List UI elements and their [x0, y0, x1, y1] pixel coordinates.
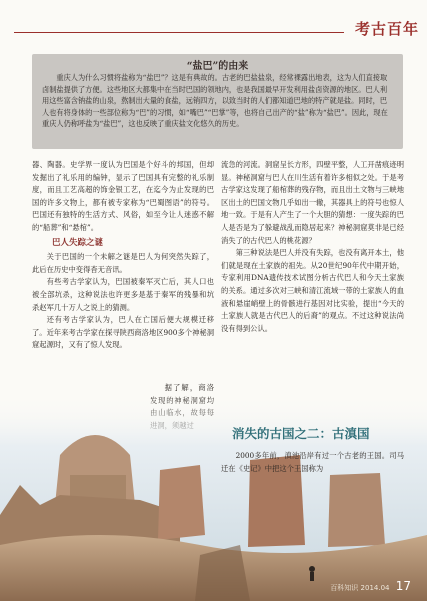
left-paragraph: 有些考古学家认为，巴国被秦军灭亡后，其人口也被全部坑杀，这种说法也许更多是基于秦军的残暴和坑杀赵军几十万人之说上的猜测。	[32, 277, 214, 312]
left-paragraph: 关于巴国的一个未解之谜是巴人为何突然失踪了，此后在历史中变得杳无音讯。	[32, 252, 214, 274]
sidebar-paragraph: 重庆人为什么习惯将盐称为“盐巴”？这是有典故的。古老的巴盐盐泉，经常裸露出地表，这为人们直接取卤制盐提供了方便。这些地区大都集中在当时巴国的领地内，也是我国最早开发利用盐卤资源的地区。巴人利用这些富含钠盐的山泉，熬制出大量的食盐，远销四方，以致当时的人们都知道巴地的特产就是盐。同时，巴人也有将身体的一些部位称为“巴”的习惯，如“嘴巴”“巴掌”等，也将自己出产的“盐”称为“盐巴”。因此，现在重庆人仍称呼盐为“盐巴”，这也反映了重庆盐文化悠久的历史。	[42, 73, 388, 129]
left-column	[32, 159, 214, 352]
page-number: 17	[395, 579, 411, 593]
sidebar-box	[32, 54, 403, 149]
wrap-paragraph: 据了解，商洛	[164, 383, 214, 392]
left-paragraph: 还有考古学家认为，巴人在亡国后便大规模迁移了。近年来考古学家在探寻陕西商洛地区900多个神秘洞窟起源时，又有了惊人发现。	[32, 315, 214, 350]
subsection-title: 巴人失踪之谜	[52, 237, 104, 248]
magazine-name: 百科知识 2014.04	[330, 584, 390, 592]
folio	[330, 579, 411, 593]
header-rule	[14, 32, 344, 33]
right-column-continued	[221, 450, 404, 475]
left-paragraph: 器、陶器。史学界一度认为巴国是个好斗的邦国，但却发掘出了礼乐用的编钟，显示了巴国具有完整的礼乐制度，而且工艺高超的饰金银工艺，在迄今为止发现的巴国的许多文物上，都有被专家称为“巴蜀图语”的符号。巴国还有独特的生活方式、风俗，如至今让人迷惑不解的“船葬”和“悬棺”。	[32, 160, 214, 232]
right-paragraph: 流急的河流。洞窟呈长方形，四壁平整，人工开凿痕迹明显。神秘洞窟与巴人在川生活有着许多相似之处。于是考古学家这发现了船棺葬的残存物，而且出土文物与三峡地区出土的巴国文物几乎如出一辙，其器具上的符号也惊人地一致。于是有人产生了一个大胆的猜想：一度失踪的巴人是否是为了躲避战乱而隐居起来？神秘洞窟莫非是已经消失了的古代巴人的桃花源？	[221, 160, 404, 245]
sidebar-body	[42, 72, 394, 130]
section-title: 消失的古国之二：古滇国	[232, 426, 370, 441]
right-column	[221, 159, 404, 335]
page-header	[0, 0, 427, 50]
column-logo: 考古百年	[354, 20, 419, 38]
sidebar-title: “盐巴”的由来	[186, 61, 249, 72]
right-paragraph: 第三种说法是巴人并没有失踪，也没有离开本土，他们就是现在土家族的祖先。从20世纪90年代中期开始，专家利用DNA遗传技术试图分析古代巴人和今天土家族的关系。通过多次对三峡和清江流域一带的土家族人的血液和悬崖峭壁上的骨骸进行基因对比实验，提出“今天的土家族人就是古代巴人的后裔”的观点。不过这种说法尚没有得到公认。	[221, 248, 404, 333]
right-paragraph: 2000多年前，滇池沿岸有过一个古老的王国。司马迁在《史记》中把这个王国称为	[221, 451, 404, 473]
